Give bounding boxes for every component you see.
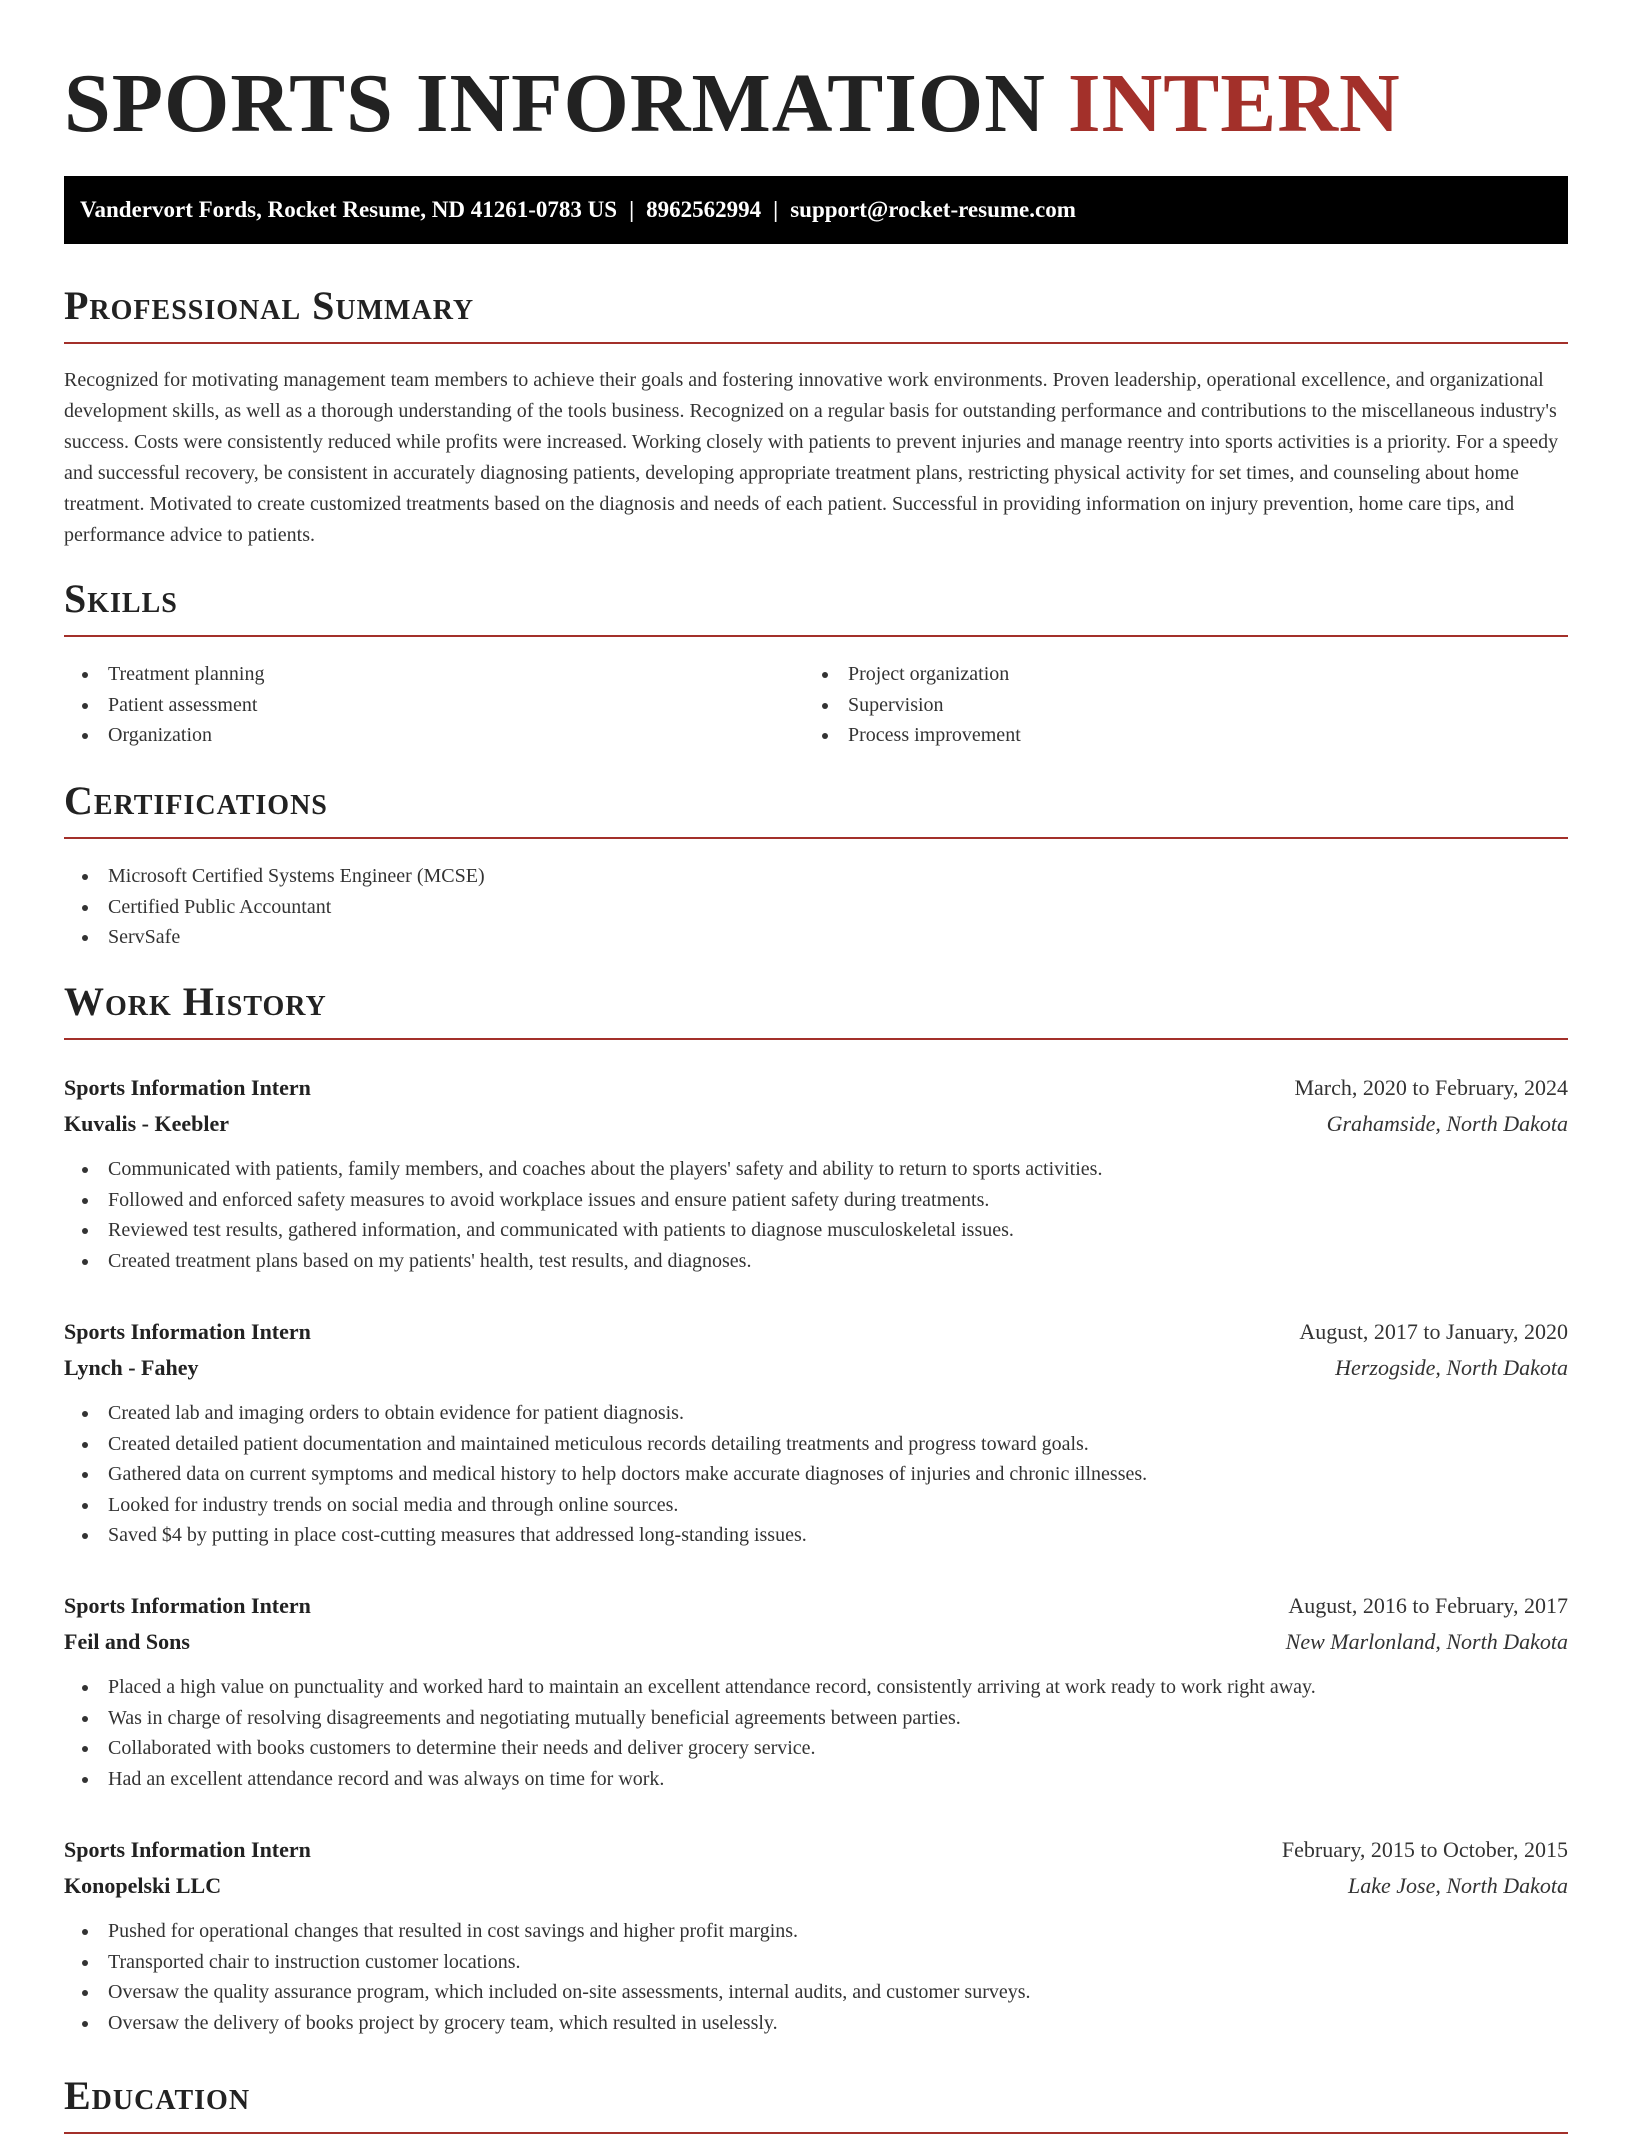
job-bullet: Gathered data on current symptoms and medical history to help doctors make accurate diagnoses of injuries and chronic illnesses. <box>64 1459 1568 1490</box>
job-bullet: Reviewed test results, gathered information, and communicated with patients to diagnose musculoskeletal issues. <box>64 1215 1568 1246</box>
job-bullets <box>64 1672 1568 1794</box>
contact-email[interactable]: support@rocket-resume.com <box>790 197 1076 222</box>
job-title: Sports Information Intern <box>64 1075 311 1100</box>
skill-item: Organization <box>64 720 804 751</box>
job-bullet: Pushed for operational changes that resulted in cost savings and higher profit margins. <box>64 1916 1568 1947</box>
job-bullet: Collaborated with books customers to determine their needs and deliver grocery service. <box>64 1733 1568 1764</box>
job-bullet: Looked for industry trends on social media and through online sources. <box>64 1490 1568 1521</box>
summary-text: Recognized for motivating management team members to achieve their goals and fostering innovative work environments. Proven leadership, operational excellence, and organizational development skills, as well as a thorough understanding of the tools business. Recognized on a regular basis for outstanding performance and contributions to the miscellaneous industry's success. Costs were consistently reduced while profits were increased. Working closely with patients to prevent injuries and manage reentry into sports activities is a priority. For a speedy and successful recovery, be consistent in accurately diagnosing patients, developing appropriate treatment plans, restricting physical activity for set times, and counseling about home treatment. Motivated to create customized treatments based on the diagnosis and needs of each patient. Successful in providing information on injury prevention, home care tips, and performance advice to patients. <box>64 369 1559 546</box>
skills-list <box>64 659 1568 751</box>
job-title: Sports Information Intern <box>64 1319 311 1344</box>
certification-item: Certified Public Accountant <box>64 892 1568 923</box>
job-entry <box>64 1588 1568 1794</box>
job-dates: February, 2015 to October, 2015 <box>1281 1837 1568 1862</box>
job-bullets <box>64 1916 1568 2038</box>
section-title-certifications: Certifications <box>64 777 1568 839</box>
job-bullet: Created lab and imaging orders to obtain evidence for patient diagnosis. <box>64 1398 1568 1429</box>
contact-bar <box>64 176 1568 244</box>
name-main: SPORTS INFORMATION <box>64 57 1046 150</box>
resume-name <box>64 0 1568 156</box>
job-bullet: Had an excellent attendance record and was always on time for work. <box>64 1764 1568 1795</box>
job-company: Kuvalis - Keebler <box>64 1111 229 1136</box>
job-location: Grahamside, North Dakota <box>1326 1111 1568 1136</box>
job-bullet: Placed a high value on punctuality and worked hard to maintain an excellent attendance record, consistently arriving at work ready to work right away. <box>64 1672 1568 1703</box>
skill-item: Project organization <box>804 659 1544 690</box>
name-accent: INTERN <box>1067 57 1401 150</box>
section-title-summary: Professional Summary <box>64 282 1568 344</box>
skills-column-left <box>64 659 804 751</box>
resume-page <box>64 0 1568 2118</box>
job-dates: August, 2016 to February, 2017 <box>1288 1593 1568 1618</box>
skill-item: Treatment planning <box>64 659 804 690</box>
job-dates: August, 2017 to January, 2020 <box>1299 1319 1568 1344</box>
job-title: Sports Information Intern <box>64 1593 311 1618</box>
job-dates: March, 2020 to February, 2024 <box>1294 1075 1568 1100</box>
job-bullet: Was in charge of resolving disagreements and negotiating mutually beneficial agreements between parties. <box>64 1703 1568 1734</box>
contact-phone: 8962562994 <box>646 197 762 222</box>
job-bullet: Followed and enforced safety measures to avoid workplace issues and ensure patient safety during treatments. <box>64 1185 1568 1216</box>
section-title-work-history: Work History <box>64 978 1568 1040</box>
job-location: Lake Jose, North Dakota <box>1348 1873 1568 1898</box>
job-entry <box>64 1832 1568 2038</box>
job-title: Sports Information Intern <box>64 1837 311 1862</box>
contact-separator: | <box>773 197 779 222</box>
job-bullet: Transported chair to instruction customer locations. <box>64 1947 1568 1978</box>
job-bullet: Oversaw the quality assurance program, which included on-site assessments, internal audits, and customer surveys. <box>64 1977 1568 2008</box>
job-bullet: Saved $4 by putting in place cost-cutting measures that addressed long-standing issues. <box>64 1520 1568 1551</box>
certification-item: Microsoft Certified Systems Engineer (MCSE) <box>64 861 1568 892</box>
job-bullets <box>64 1154 1568 1276</box>
job-bullet: Oversaw the delivery of books project by grocery team, which resulted in uselessly. <box>64 2008 1568 2039</box>
job-entry <box>64 1070 1568 1276</box>
contact-separator: | <box>629 197 635 222</box>
job-location: New Marlonland, North Dakota <box>1285 1629 1568 1654</box>
job-bullets <box>64 1398 1568 1551</box>
job-bullet: Created detailed patient documentation and maintained meticulous records detailing treatments and progress toward goals. <box>64 1429 1568 1460</box>
section-title-skills: Skills <box>64 575 1568 637</box>
job-company: Feil and Sons <box>64 1629 190 1654</box>
skill-item: Patient assessment <box>64 690 804 721</box>
skills-column-right <box>804 659 1544 751</box>
contact-address: Vandervort Fords, Rocket Resume, ND 41261-0783 US <box>80 197 618 222</box>
job-company: Lynch - Fahey <box>64 1355 199 1380</box>
job-location: Herzogside, North Dakota <box>1335 1355 1568 1380</box>
certifications-list <box>64 861 1568 953</box>
certification-item: ServSafe <box>64 922 1568 953</box>
job-bullet: Communicated with patients, family members, and coaches about the players' safety and ability to return to sports activities. <box>64 1154 1568 1185</box>
skill-item: Process improvement <box>804 720 1544 751</box>
job-bullet: Created treatment plans based on my patients' health, test results, and diagnoses. <box>64 1246 1568 1277</box>
skill-item: Supervision <box>804 690 1544 721</box>
section-title-education: Education <box>64 2072 1568 2134</box>
job-entry <box>64 1314 1568 1551</box>
job-company: Konopelski LLC <box>64 1873 222 1898</box>
